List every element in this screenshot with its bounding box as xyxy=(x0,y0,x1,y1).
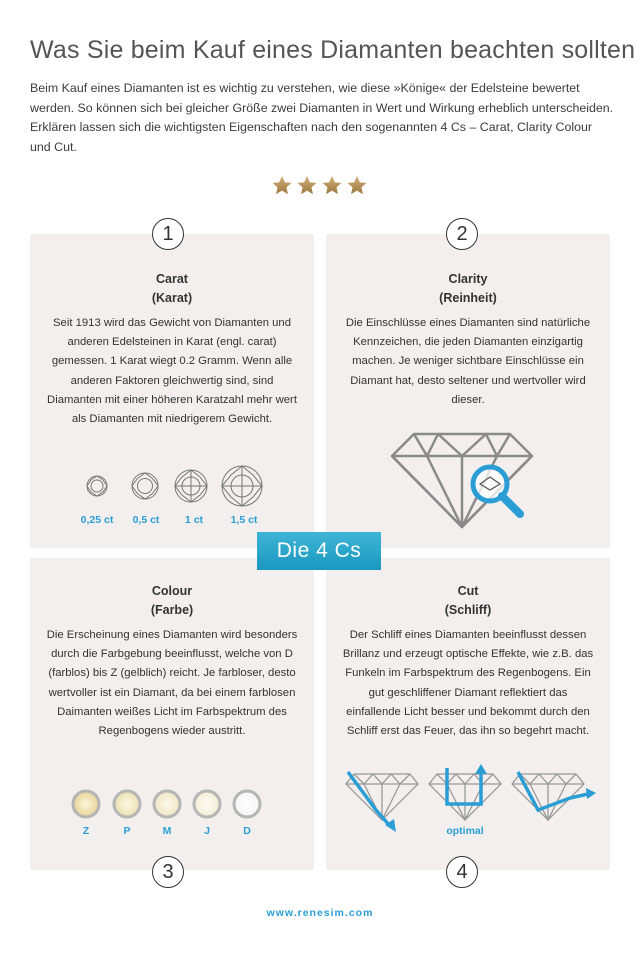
colour-gem-icon xyxy=(114,791,140,817)
clarity-panel xyxy=(326,234,610,548)
star-icon xyxy=(348,176,367,194)
footer-url[interactable]: www.renesim.com xyxy=(266,907,374,919)
colour-grade-label: J xyxy=(204,825,210,837)
colour-gem-icon xyxy=(234,791,260,817)
carat-panel xyxy=(30,234,314,548)
intro-text: Beim Kauf eines Diamanten ist es wichtig zu verstehen, wie diese »Könige« der Edelsteine bewertet werden. So können sich bei gleicher Größe zwei Diamanten in Wert und Wirkung erheblich unterscheiden. Erklären lassen sich die wichtigsten Eigenschaften nach den sogenannten 4 Cs – Carat, Clarity Colour und Cut. xyxy=(30,81,614,154)
star-icon xyxy=(273,176,292,194)
star-icon xyxy=(298,176,317,194)
star-icon xyxy=(323,176,342,194)
cut-diagrams xyxy=(326,762,610,832)
cut-panel xyxy=(326,558,610,870)
carat-label: 0,25 ct xyxy=(80,514,114,526)
colour-gem-icon xyxy=(154,791,180,817)
diamond-icon xyxy=(222,466,262,506)
four-cs-badge: Die 4 Cs xyxy=(257,532,381,570)
colour-gem-icon xyxy=(194,791,220,817)
colour-grade-label: Z xyxy=(82,825,90,837)
colour-text: Die Erscheinung eines Diamanten wird besonders durch die Farbgebung beeinflusst, welche von D (farblos) bis Z (gelblich) reicht. Je farbloser, desto wertvoller ist ein Diamant, da bei einem farblosen Daimanten weißes Licht im Farbspektrum des Regenbogens wieder austritt. xyxy=(46,629,298,738)
clarity-subtitle: (Reinheit) xyxy=(439,291,497,305)
section-number-3: 3 xyxy=(152,856,184,888)
section-number-4: 4 xyxy=(446,856,478,888)
diamond-icon xyxy=(87,476,107,496)
carat-text: Seit 1913 wird das Gewicht von Diamanten und anderen Edelsteinen in Karat (engl. carat) gemessen. 1 Karat wiegt 0.2 Gramm. Wenn alle anderen Faktoren gleichwertig sind, sind Diamanten mit einer höheren Karatzahl mehr wert als Diamanten mit niedrigerem Gewicht. xyxy=(47,317,297,426)
cut-text: Der Schliff eines Diamanten beeinflusst dessen Brillanz und erzeugt optische Effekte, wie z.B. das Funkeln im Farbspektrum des Regenbogens. Ein gut geschliffener Diamant reflektiert das einfallende Licht besser und bekommt durch den Schliff erst das Feuer, das ihn so begehrt macht. xyxy=(342,629,594,738)
colour-grade-label: P xyxy=(123,825,131,837)
optimal-cut-diamond-icon xyxy=(429,764,501,820)
colour-grade-label: D xyxy=(243,825,251,837)
colour-scale xyxy=(30,786,314,822)
deep-cut-diamond-icon xyxy=(512,772,596,820)
carat-label: 1 ct xyxy=(184,514,204,526)
carat-subtitle: (Karat) xyxy=(151,291,193,305)
page-title: Was Sie beim Kauf eines Diamanten beachten sollten xyxy=(30,36,636,64)
clarity-title: Clarity xyxy=(448,272,488,286)
cut-optimal-label: optimal xyxy=(446,825,484,837)
diamond-icon xyxy=(132,473,158,499)
carat-label: 0,5 ct xyxy=(132,514,160,526)
clarity-diamond-magnifier-icon xyxy=(392,432,542,532)
carat-label: 1,5 ct xyxy=(230,514,258,526)
clarity-text: Die Einschlüsse eines Diamanten sind natürliche Kennzeichen, die jeden Diamanten einzigartig machen. Je weniger sichtbare Einschlüsse ein Diamant hat, desto seltener und wertvoller wird dieser. xyxy=(345,317,591,406)
colour-subtitle: (Farbe) xyxy=(150,603,194,617)
section-number-1: 1 xyxy=(152,218,184,250)
diamond-icon xyxy=(175,470,207,502)
colour-panel xyxy=(30,558,314,870)
section-number-2: 2 xyxy=(446,218,478,250)
colour-gem-icon xyxy=(73,791,99,817)
colour-title: Colour xyxy=(151,584,193,598)
shallow-cut-diamond-icon xyxy=(346,772,418,832)
carat-size-diamonds xyxy=(30,462,314,522)
cut-title: Cut xyxy=(457,584,479,598)
star-rating xyxy=(270,174,370,198)
carat-title: Carat xyxy=(156,272,188,286)
colour-grade-label: M xyxy=(162,825,172,837)
cut-subtitle: (Schliff) xyxy=(444,603,492,617)
